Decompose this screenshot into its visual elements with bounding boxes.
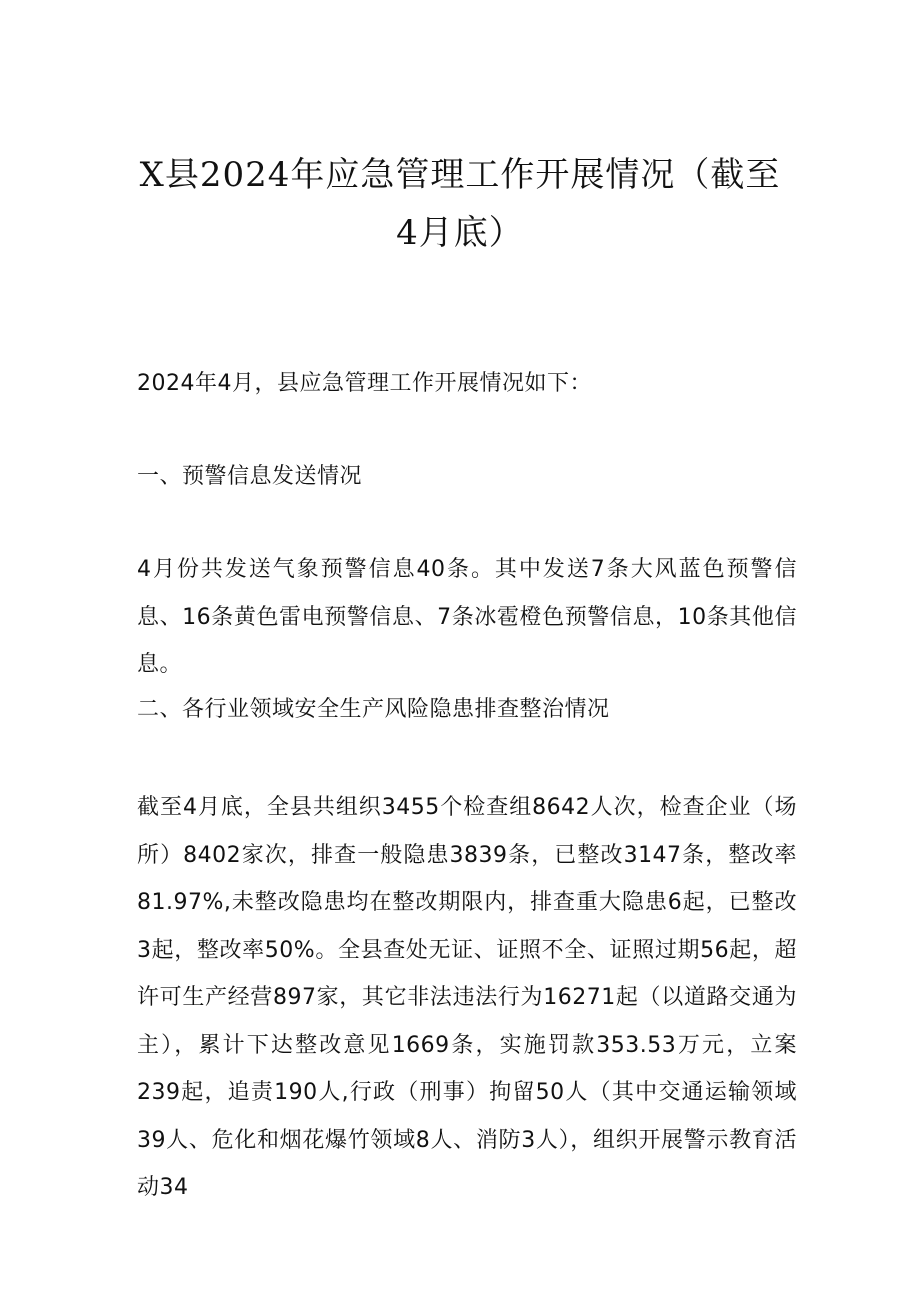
intro-paragraph: 2024年4月，县应急管理工作开展情况如下：: [137, 371, 592, 396]
section-heading-hazard-inspection: 二、各行业领域安全生产风险隐患排查整治情况: [137, 697, 610, 722]
section-body-warning-info: 4月份共发送气象预警信息40条。其中发送7条大风蓝色预警信息、16条黄色雷电预警信息、7条冰雹橙色预警信息，10条其他信息。: [137, 557, 797, 677]
document-title: X县2024年应急管理工作开展情况（截至4月底）: [139, 155, 781, 253]
section-body-hazard-inspection: 截至4月底，全县共组织3455个检查组8642人次，检查企业（场所）8402家次，排查一般隐患3839条，已整改3147条，整改率81.97%,未整改隐患均在整改期限内，排查重大隐患6起，已整改3起，整改率50%。全县查处无证、证照不全、证照过期56起，超许可生产经营897家，其它非法违法行为16271起（以道路交通为主），累计下达整改意见1669条，实施罚款353.53万元，立案239起，追责190人,行政（刑事）拘留50人（其中交通运输领域39人、危化和烟花爆竹领域8人、消防3人），组织开展警示教育活动34: [137, 795, 797, 1200]
section-heading-warning-info: 一、预警信息发送情况: [137, 464, 363, 489]
